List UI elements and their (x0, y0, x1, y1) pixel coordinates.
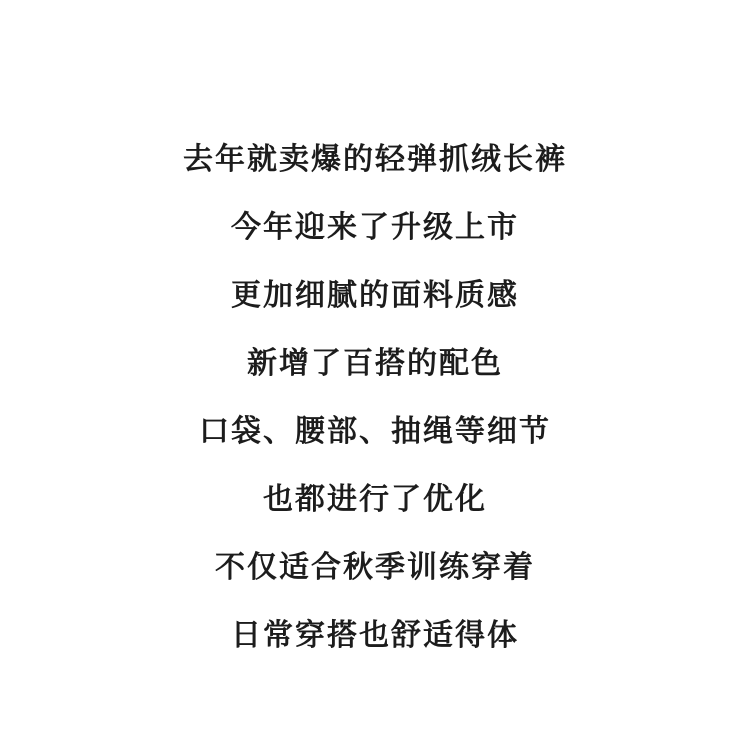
description-line-1: 去年就卖爆的轻弹抓绒长裤 (183, 143, 567, 176)
description-line-7: 不仅适合秋季训练穿着 (215, 551, 535, 584)
description-line-6: 也都进行了优化 (263, 483, 487, 516)
description-line-2: 今年迎来了升级上市 (231, 211, 519, 244)
description-line-8: 日常穿搭也舒适得体 (231, 619, 519, 652)
description-line-3: 更加细腻的面料质感 (231, 279, 519, 312)
description-line-4: 新增了百搭的配色 (247, 347, 503, 380)
description-line-5: 口袋、腰部、抽绳等细节 (199, 415, 551, 448)
